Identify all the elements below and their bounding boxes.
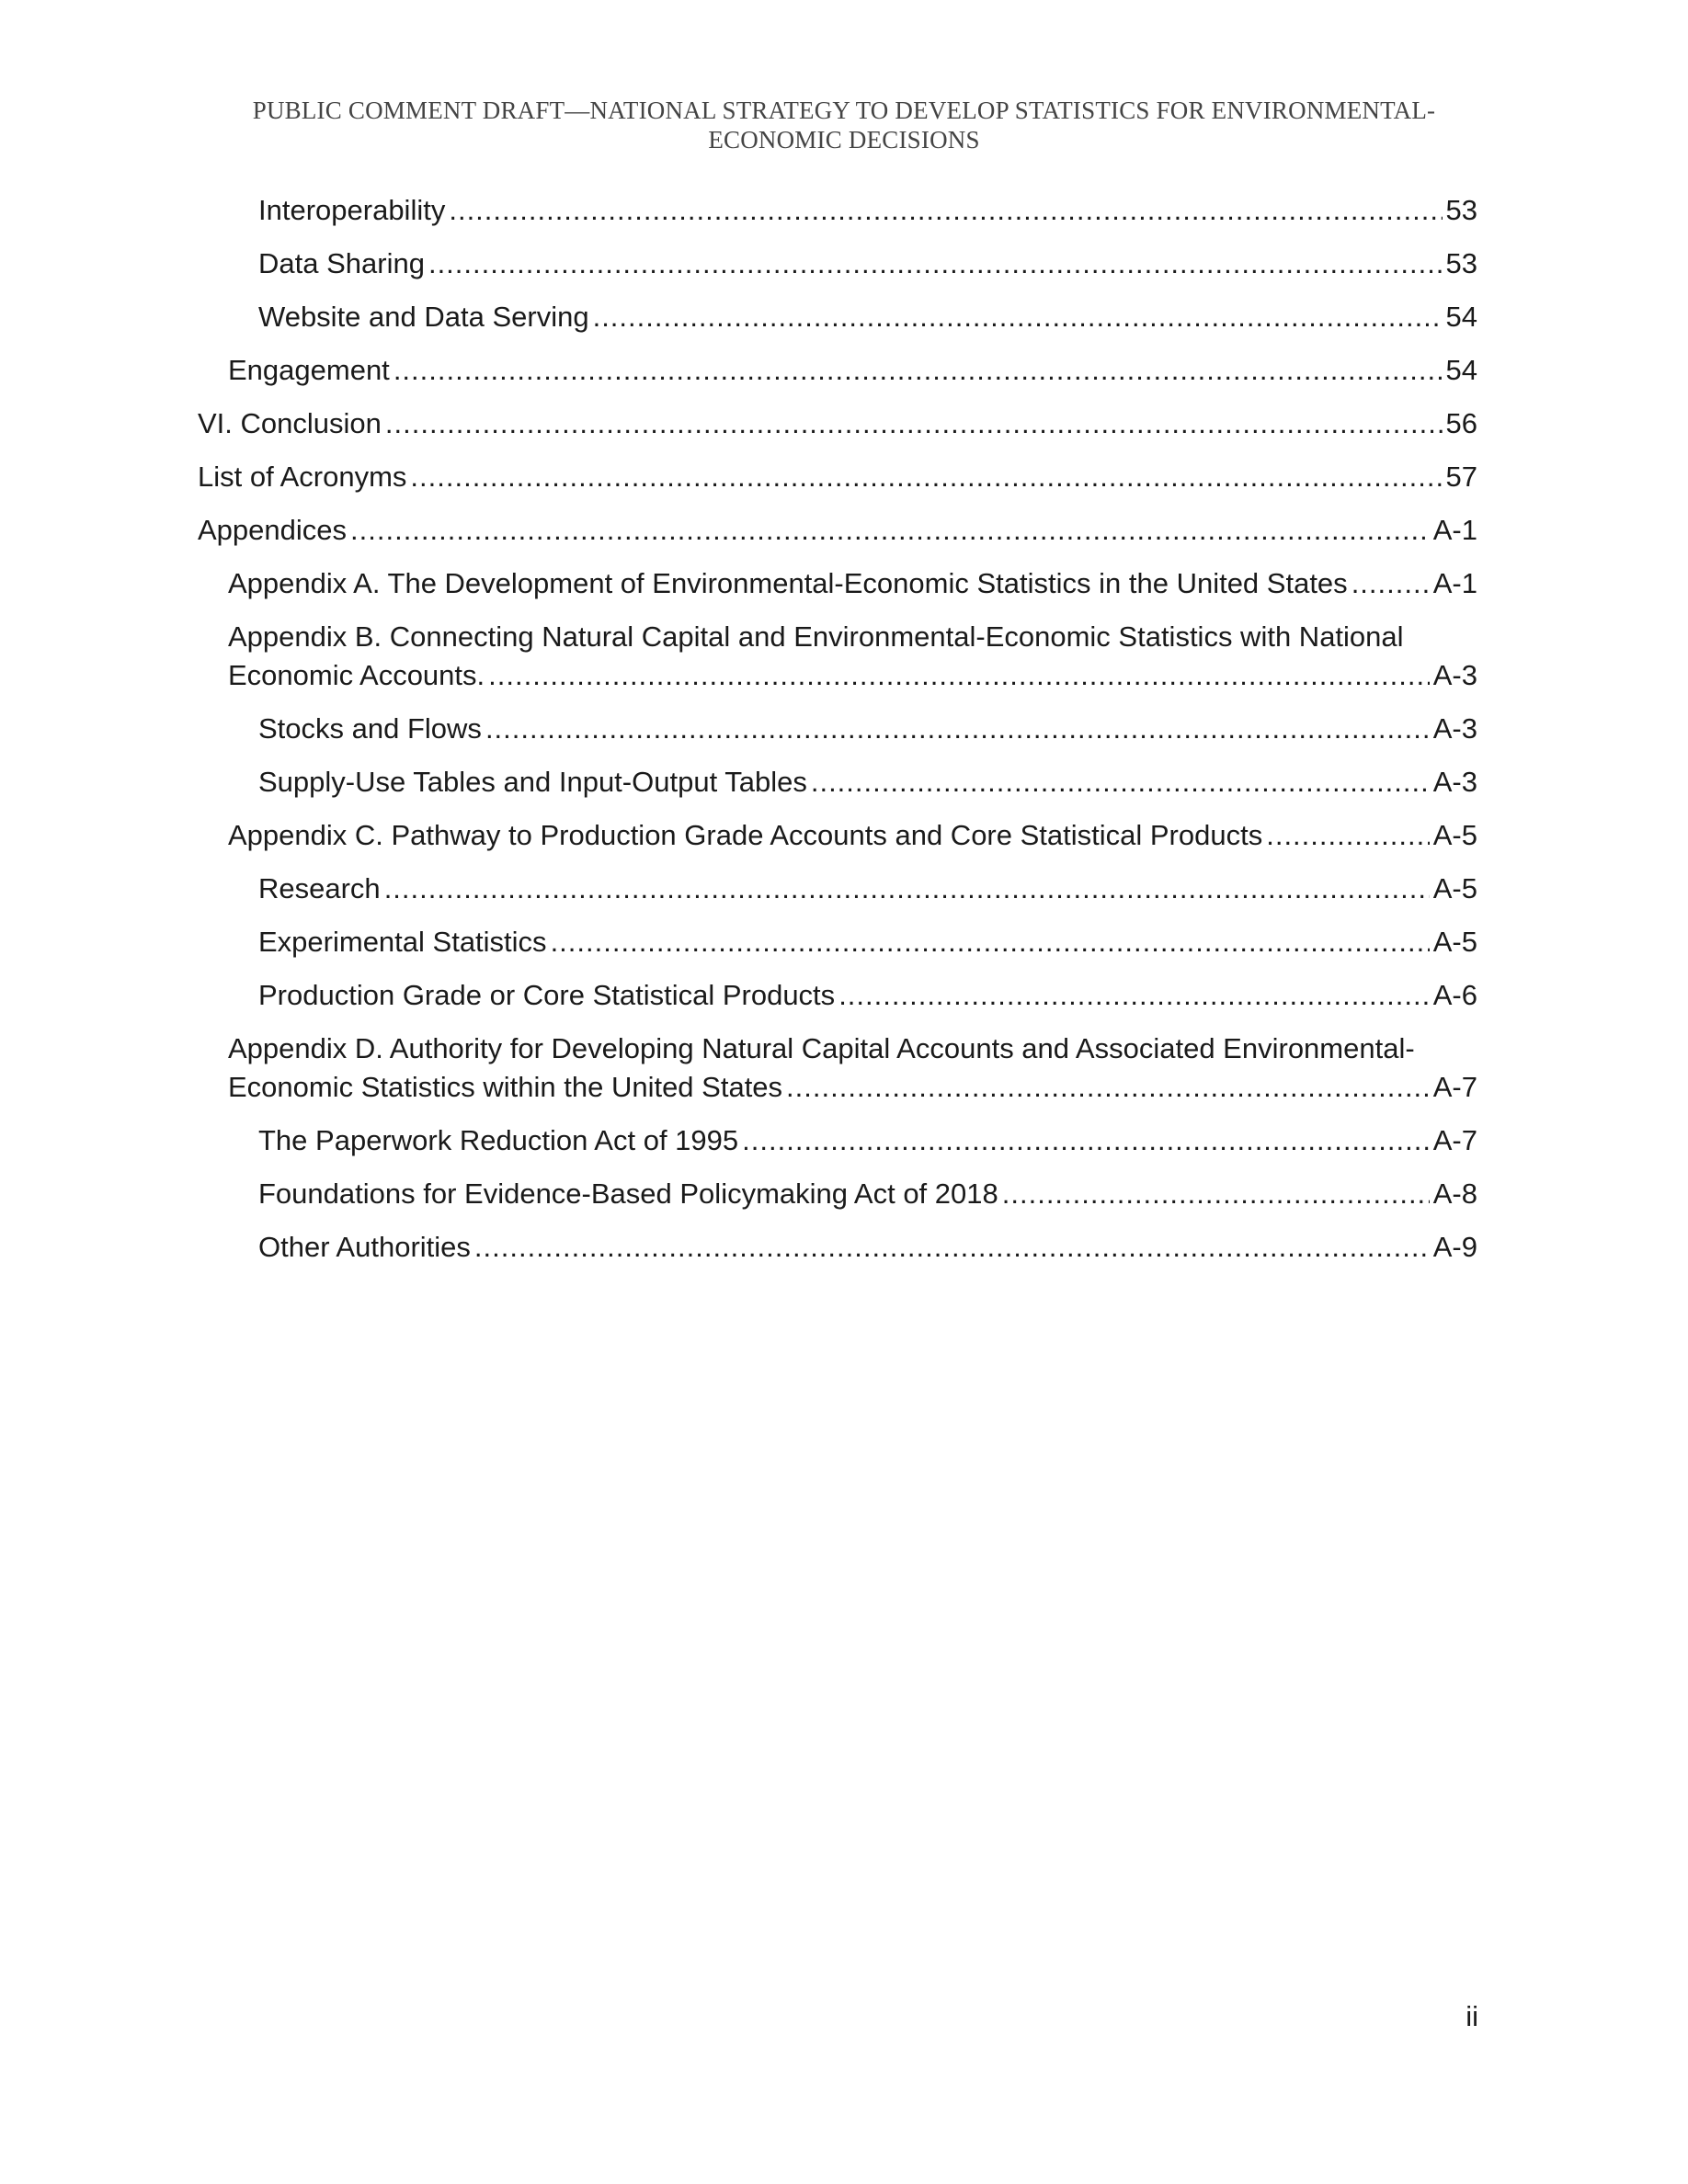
- toc-entry[interactable]: [198, 816, 1477, 855]
- page-number: ii: [1466, 2000, 1478, 2032]
- dot-leader: [485, 710, 1430, 748]
- toc-entry-title: Supply-Use Tables and Input-Output Tables: [258, 766, 807, 798]
- toc-entry-page: A-1: [1432, 514, 1477, 546]
- dot-leader: [393, 351, 1443, 390]
- toc-entry-title: Engagement: [228, 354, 390, 386]
- dot-leader: [811, 763, 1430, 802]
- toc-entry-page: 56: [1445, 407, 1477, 439]
- running-header-line-1: PUBLIC COMMENT DRAFT—NATIONAL STRATEGY TO DEVELOP STATISTICS FOR ENVIRONMENTAL-: [252, 97, 1436, 124]
- toc-entry-page: A-3: [1432, 659, 1477, 691]
- toc-entry-title: Economic Statistics within the United States: [228, 1071, 783, 1103]
- toc-entry[interactable]: [198, 1029, 1477, 1107]
- toc-entry[interactable]: [198, 511, 1477, 550]
- toc-entry-page: A-8: [1432, 1177, 1477, 1210]
- toc-entry-page: A-9: [1432, 1231, 1477, 1263]
- dot-leader: [742, 1121, 1430, 1160]
- toc-entry[interactable]: [198, 245, 1477, 283]
- toc-entry-page: 54: [1445, 301, 1477, 333]
- toc-entry-page: 53: [1445, 194, 1477, 226]
- toc-entry[interactable]: [198, 870, 1477, 908]
- toc-entry-title-line: Appendix D. Authority for Developing Natural Capital Accounts and Associated Environmental-: [228, 1032, 1415, 1064]
- toc-entry[interactable]: [198, 191, 1477, 230]
- toc-entry-title: Economic Accounts.: [228, 659, 485, 691]
- toc-entry[interactable]: [198, 458, 1477, 496]
- toc-entry-title: Interoperability: [258, 194, 446, 226]
- toc-entry-page: A-5: [1432, 819, 1477, 851]
- dot-leader: [1266, 816, 1430, 855]
- toc-entry-title: VI. Conclusion: [198, 407, 382, 439]
- dot-leader: [1352, 564, 1430, 603]
- dot-leader: [593, 298, 1443, 336]
- toc-entry[interactable]: [198, 1121, 1477, 1160]
- toc-entry-title: The Paperwork Reduction Act of 1995: [258, 1124, 739, 1156]
- dot-leader: [385, 404, 1443, 443]
- toc-entry-title: Appendix C. Pathway to Production Grade Accounts and Core Statistical Products: [228, 819, 1263, 851]
- toc-entry-title: Foundations for Evidence-Based Policymaking Act of 2018: [258, 1177, 998, 1210]
- toc-entry[interactable]: [198, 351, 1477, 390]
- toc-entry-page: A-7: [1432, 1124, 1477, 1156]
- toc-entry-title: Appendix A. The Development of Environmental-Economic Statistics in the United States: [228, 567, 1348, 599]
- toc-entry[interactable]: [198, 564, 1477, 603]
- dot-leader: [786, 1068, 1430, 1107]
- toc-entry-title: Appendices: [198, 514, 348, 546]
- toc-entry-title: Other Authorities: [258, 1231, 471, 1263]
- toc-entry-title: Research: [258, 872, 381, 904]
- toc-entry[interactable]: [198, 1228, 1477, 1267]
- toc-entry-page: 53: [1445, 247, 1477, 279]
- running-header-line-2: ECONOMIC DECISIONS: [708, 126, 980, 154]
- toc-entry-page: A-5: [1432, 926, 1477, 958]
- toc-entry[interactable]: [198, 923, 1477, 961]
- toc-entry-title: Website and Data Serving: [258, 301, 589, 333]
- dot-leader: [1002, 1175, 1430, 1213]
- dot-leader: [838, 976, 1430, 1015]
- toc-entry-title: List of Acronyms: [198, 461, 407, 493]
- toc-entry-page: A-7: [1432, 1071, 1477, 1103]
- toc-entry-title-line: Appendix B. Connecting Natural Capital and Environmental-Economic Statistics with National: [228, 620, 1404, 653]
- toc-entry[interactable]: [198, 763, 1477, 802]
- toc-entry[interactable]: [198, 1175, 1477, 1213]
- toc-entry-page: 57: [1445, 461, 1477, 493]
- toc-entry-title: Production Grade or Core Statistical Products: [258, 979, 836, 1011]
- dot-leader: [350, 511, 1430, 550]
- toc-entry-page: 54: [1445, 354, 1477, 386]
- toc-entry-title: Data Sharing: [258, 247, 425, 279]
- toc-entry[interactable]: [198, 404, 1477, 443]
- dot-leader: [488, 656, 1430, 695]
- running-header: [0, 96, 1688, 154]
- dot-leader: [428, 245, 1443, 283]
- dot-leader: [410, 458, 1442, 496]
- toc-entry-page: A-1: [1432, 567, 1477, 599]
- toc-entry-title: Stocks and Flows: [258, 712, 482, 745]
- toc-entry[interactable]: [198, 298, 1477, 336]
- toc-entry[interactable]: [198, 710, 1477, 748]
- toc-entry-page: A-3: [1432, 712, 1477, 745]
- dot-leader: [449, 191, 1442, 230]
- toc-entry-page: A-6: [1432, 979, 1477, 1011]
- toc-entry[interactable]: [198, 976, 1477, 1015]
- dot-leader: [384, 870, 1430, 908]
- table-of-contents: [198, 191, 1477, 1281]
- dot-leader: [551, 923, 1430, 961]
- dot-leader: [474, 1228, 1430, 1267]
- toc-entry-page: A-3: [1432, 766, 1477, 798]
- toc-entry[interactable]: [198, 618, 1477, 695]
- toc-entry-title: Experimental Statistics: [258, 926, 547, 958]
- toc-entry-page: A-5: [1432, 872, 1477, 904]
